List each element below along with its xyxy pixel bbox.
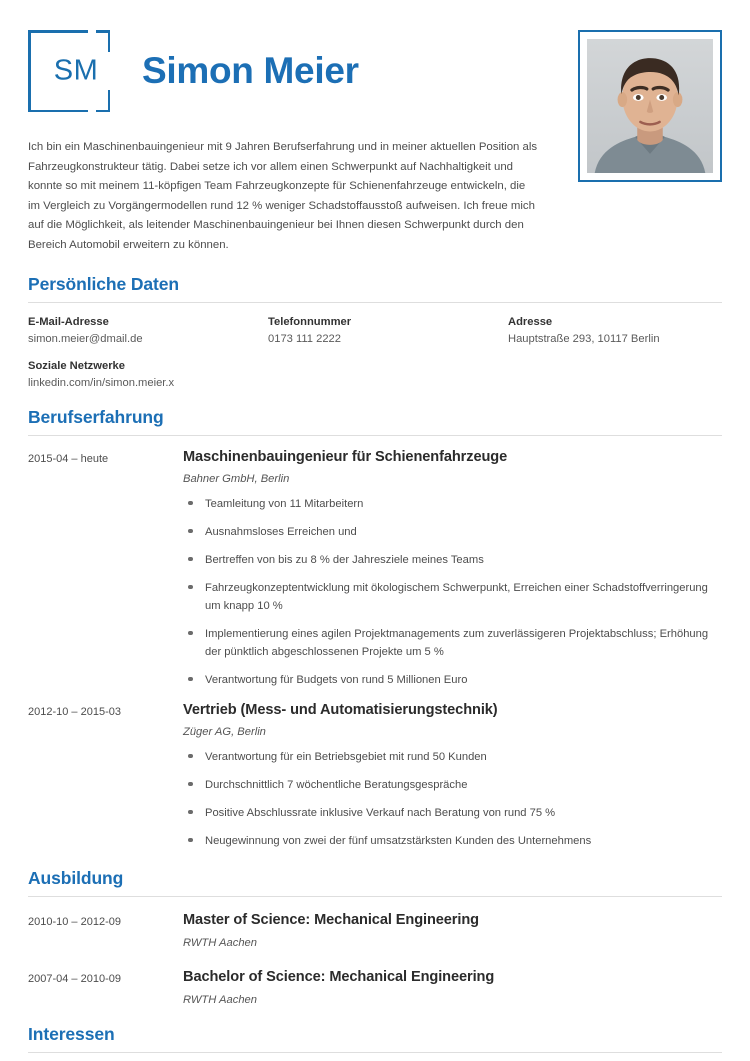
education-entry (28, 912, 722, 949)
entry-bullet-list (183, 748, 722, 850)
entry-title: Maschinenbauingenieur für Schienenfahrzeuge (183, 448, 508, 465)
section-divider (28, 435, 722, 436)
section-personal-data (28, 274, 722, 389)
entry-body (183, 912, 722, 949)
section-education (28, 868, 722, 1006)
contact-label: Telefonnummer (268, 315, 352, 328)
contact-grid (28, 316, 722, 389)
logo-border-right-top (108, 30, 111, 52)
section-divider (28, 1052, 722, 1053)
logo-border-top (28, 30, 88, 33)
contact-label: Soziale Netzwerke (28, 359, 126, 372)
section-interests (28, 1024, 722, 1053)
entry-body (183, 449, 722, 689)
entry-title: Master of Science: Mechanical Engineering (183, 911, 479, 928)
cv-header (28, 28, 722, 124)
contact-value[interactable]: simon.meier@dmail.de (28, 332, 143, 345)
contact-value[interactable]: 0173 111 2222 (268, 332, 341, 345)
contact-field-address (508, 316, 722, 345)
contact-field-email (28, 316, 268, 345)
page-title: Simon Meier (142, 50, 359, 91)
entry-title: Bachelor of Science: Mechanical Engineering (183, 968, 495, 985)
list-item: Positive Abschlussrate inklusive Verkauf nach Beratung von rund 75 % (183, 804, 722, 822)
monogram-logo (28, 30, 110, 112)
logo-border-bottom (28, 110, 88, 113)
list-item: Durchschnittlich 7 wöchentliche Beratungsgespräche (183, 776, 722, 794)
entry-organization: RWTH Aachen (183, 936, 257, 949)
contact-value: Hauptstraße 293, 10117 Berlin (508, 332, 660, 345)
list-item: Neugewinnung von zwei der fünf umsatzstärksten Kunden des Unternehmens (183, 832, 722, 850)
entry-organization: RWTH Aachen (183, 993, 257, 1006)
section-divider (28, 896, 722, 897)
contact-field-phone (268, 316, 508, 345)
intro-paragraph: Ich bin ein Maschinenbauingenieur mit 9 Jahren Berufserfahrung und in meiner aktuellen Position als Fahrzeugkonstrukteur tätig. Dabei setze ich vor allem einen Schwerpunkt auf Nachhaltigkeit und konnte so mit meinem 11-köpfigen Team Fahrzeugkonzepte für Schienenfahrzeuge entwickeln, die im Vergleich zu Vorgängermodellen rund 12 % weniger Schadstoffausstoß aufweisen. Ich freue mich auf die Möglichkeit, als leitender Maschinenbauingenieur bei Ihnen diesen Schwerpunkt durch den Bereich Automobil erweitern zu können. (28, 141, 538, 251)
entry-date: 2015-04 – heute (28, 452, 109, 465)
list-item: Bertreffen von bis zu 8 % der Jahresziele meines Teams (183, 551, 722, 569)
monogram-initials: SM (53, 54, 99, 87)
section-divider (28, 302, 722, 303)
list-item: Ausnahmsloses Erreichen und (183, 523, 722, 541)
entry-title: Vertrieb (Mess- und Automatisierungstechnik) (183, 701, 498, 718)
contact-value[interactable]: linkedin.com/in/simon.meier.x (28, 376, 175, 389)
education-entry (28, 969, 722, 1006)
section-title-interests: Interessen (28, 1023, 115, 1044)
entry-body (183, 969, 722, 1006)
section-title-personal-data: Persönliche Daten (28, 273, 179, 294)
section-title-experience: Berufserfahrung (28, 406, 164, 427)
logo-border-right-bottom (108, 90, 111, 112)
list-item: Implementierung eines agilen Projektmanagements zum zuverlässigeren Projektabschluss; Erhöhung der pünktlich abgeschlossenen Projekte um 5 % (183, 625, 722, 661)
list-item: Verantwortung für Budgets von rund 5 Millionen Euro (183, 671, 722, 689)
section-title-education: Ausbildung (28, 867, 124, 888)
experience-entry (28, 449, 722, 689)
entry-organization: Züger AG, Berlin (183, 725, 266, 738)
contact-label: Adresse (508, 315, 553, 328)
entry-date: 2007-04 – 2010-09 (28, 972, 121, 985)
entry-body (183, 702, 722, 850)
list-item: Fahrzeugkonzeptentwicklung mit ökologischem Schwerpunkt, Erreichen einer Schadstoffverringerung um knapp 10 % (183, 579, 722, 615)
contact-field-social (28, 360, 268, 389)
entry-organization: Bahner GmbH, Berlin (183, 472, 290, 485)
profile-photo (587, 39, 713, 173)
section-experience (28, 407, 722, 850)
entry-date: 2012-10 – 2015-03 (28, 705, 121, 718)
contact-label: E-Mail-Adresse (28, 315, 109, 328)
entry-date: 2010-10 – 2012-09 (28, 915, 121, 928)
entry-bullet-list (183, 495, 722, 689)
experience-entry (28, 702, 722, 850)
list-item: Verantwortung für ein Betriebsgebiet mit rund 50 Kunden (183, 748, 722, 766)
list-item: Teamleitung von 11 Mitarbeitern (183, 495, 722, 513)
profile-photo-frame (578, 30, 722, 182)
